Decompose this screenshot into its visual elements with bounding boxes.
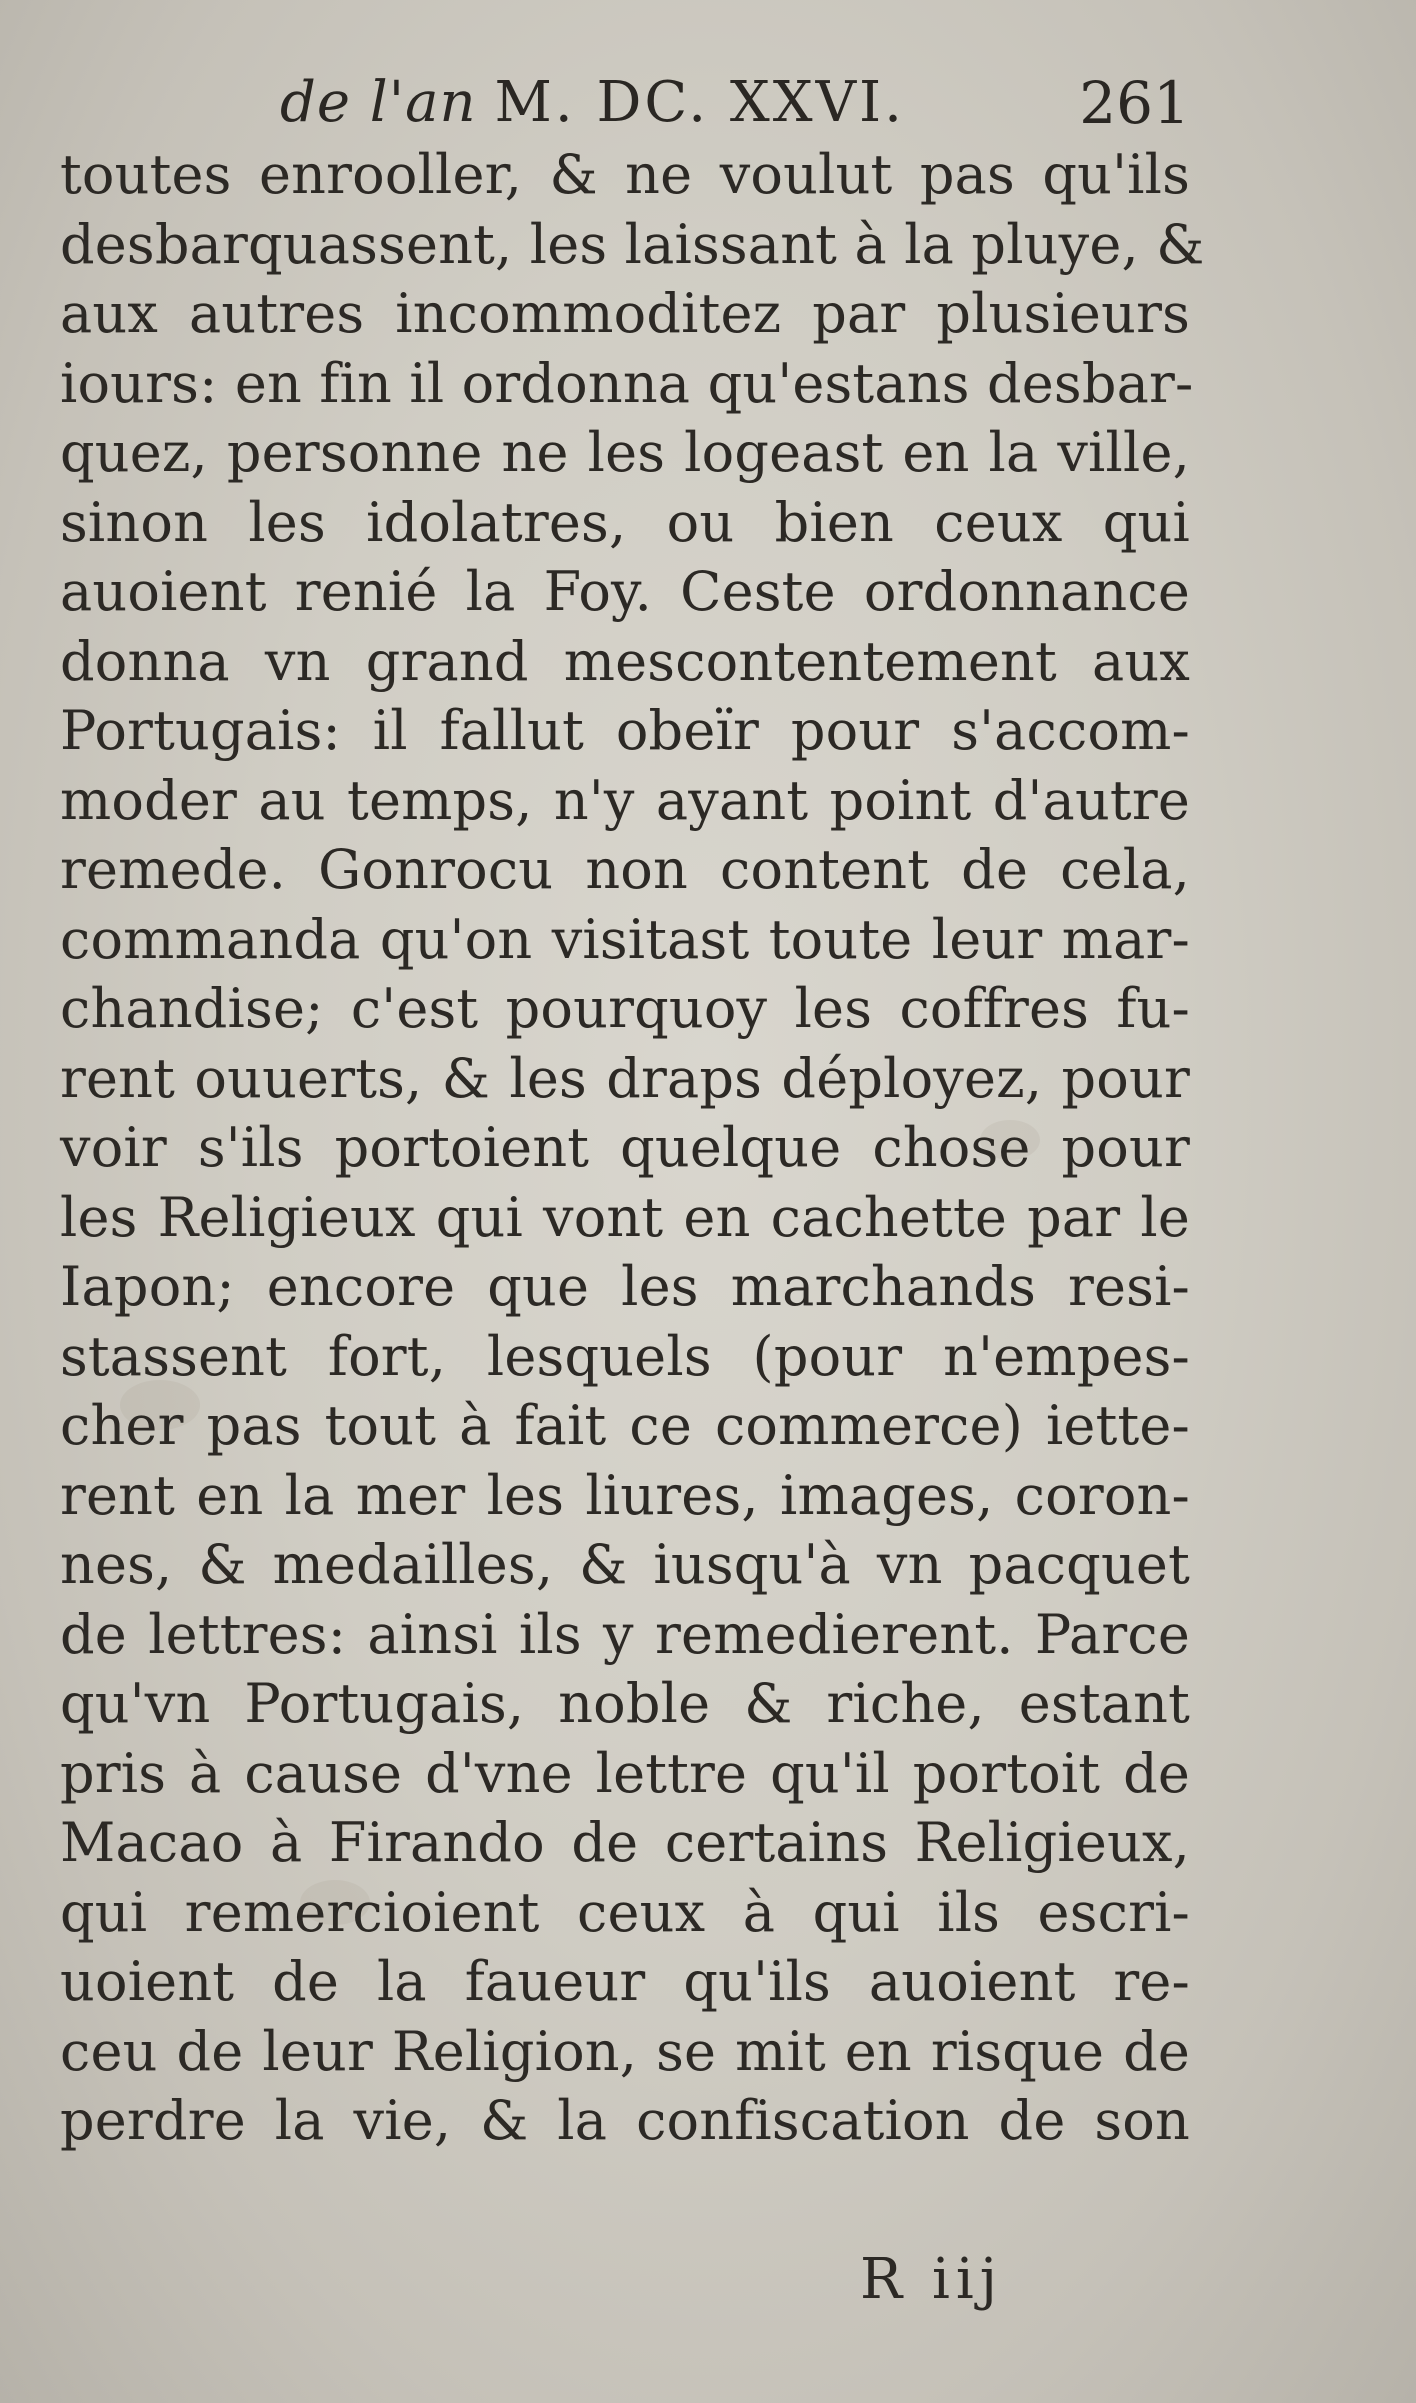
text-line: quez, personne ne les logeast en la ville, xyxy=(60,421,1190,484)
running-head-italic: de l'an xyxy=(280,70,477,135)
text-line: voir s'ils portoient quelque chose pour xyxy=(60,1116,1190,1179)
text-line: les Religieux qui vont en cachette par le xyxy=(60,1185,1190,1249)
text-line: sinon les idolatres, ou bien ceux qui xyxy=(60,490,1190,554)
text-line: ceu de leur Religion, se mit en risque de xyxy=(60,2019,1190,2083)
text-line: aux autres incommoditez par plusieurs xyxy=(60,282,1190,345)
text-line: cher pas tout à fait ce commerce) iette- xyxy=(60,1394,1190,1457)
text-line: moder au temps, n'y ayant point d'autre xyxy=(60,768,1190,832)
text-line: rent en la mer les liures, images, coron- xyxy=(60,1463,1190,1527)
body-text xyxy=(60,140,1205,2156)
page-number: 261 xyxy=(1079,69,1190,137)
text-line: desbarquassent, les laissant à la pluye, & xyxy=(60,212,1205,276)
text-line: Portugais: il fallut obeïr pour s'accom- xyxy=(60,699,1190,762)
text-line: pris à cause d'vne lettre qu'il portoit de xyxy=(60,1741,1190,1805)
text-line: nes, & medailles, & iusqu'à vn pacquet xyxy=(60,1533,1190,1596)
running-head-title xyxy=(280,58,905,148)
text-line: chandise; c'est pourquoy les coffres fu- xyxy=(60,977,1190,1040)
signature-mark: R iij xyxy=(860,2247,1004,2312)
running-head-year: M. DC. XXVI. xyxy=(494,70,905,135)
text-line: toutes enrooller, & ne voulut pas qu'ils xyxy=(60,143,1190,206)
text-line: commanda qu'on visitast toute leur mar- xyxy=(60,907,1190,971)
text-line: auoient renié la Foy. Ceste ordonnance xyxy=(60,560,1190,623)
text-line: qui remercioient ceux à qui ils escri- xyxy=(60,1880,1190,1944)
text-line: remede. Gonrocu non content de cela, xyxy=(60,838,1190,901)
text-line: perdre la vie, & la confiscation de son xyxy=(60,2089,1190,2152)
text-line: donna vn grand mescontentement aux xyxy=(60,629,1190,693)
text-line: Iapon; encore que les marchands resi- xyxy=(60,1255,1190,1318)
text-line: qu'vn Portugais, noble & riche, estant xyxy=(60,1672,1190,1735)
text-line: iours: en fin il ordonna qu'estans desbar- xyxy=(60,351,1194,415)
text-line: Macao à Firando de certains Religieux, xyxy=(60,1811,1190,1874)
text-line: de lettres: ainsi ils y remedierent. Parce xyxy=(60,1602,1190,1666)
running-head xyxy=(60,58,1190,148)
text-line: stassent fort, lesquels (pour n'empes- xyxy=(60,1324,1190,1388)
text-line: uoient de la faueur qu'ils auoient re- xyxy=(60,1950,1190,2013)
text-line: rent ouuerts, & les draps déployez, pour xyxy=(60,1046,1190,1110)
